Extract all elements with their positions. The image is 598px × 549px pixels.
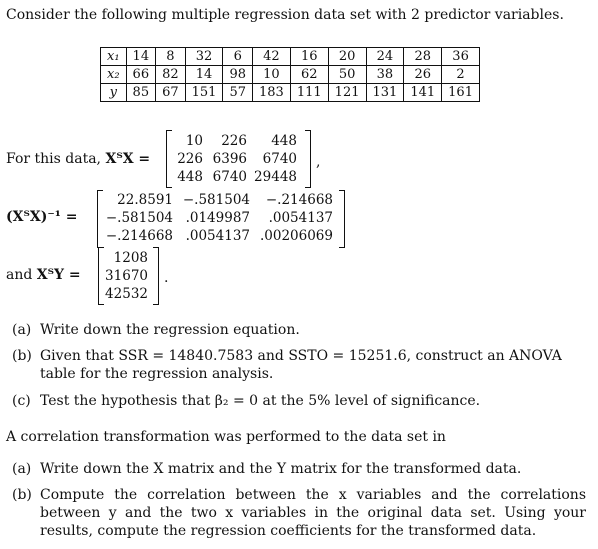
matrix-cell: 1208 — [113, 250, 148, 266]
table-row — [101, 66, 480, 84]
xtx-inv-label-math: (XᵀX)⁻¹ = — [6, 209, 78, 225]
matrix-cell: 29448 — [254, 169, 297, 185]
intro-text: Consider the following multiple regression data set with 2 predictor variables. — [6, 7, 564, 23]
row-label: x₂ — [101, 66, 127, 84]
part1-b-text: Given that SSR = 14840.7583 and SSTO = 15251.6, construct an ANOVA table for the regression analysis. — [40, 348, 562, 382]
xty-right-bracket — [153, 247, 159, 305]
part1-b-letter: (b) — [12, 348, 32, 364]
part2-b-text: Compute the correlation between the x variables and the correlations between y and the two x variables in the original data set. Using your results, compute the regression coefficients for the transformed data. — [40, 487, 586, 539]
table-cell: 32 — [185, 48, 223, 66]
part1-c-letter: (c) — [12, 393, 31, 409]
xty-label-math: XᵀY = — [36, 267, 81, 283]
table-cell: 50 — [328, 66, 366, 84]
matrix-cell: 10 — [185, 133, 203, 149]
xtx-inv-right-bracket — [339, 190, 345, 248]
table-cell: 38 — [366, 66, 404, 84]
xtx-right-bracket — [305, 130, 311, 188]
part1-c-text: Test the hypothesis that β₂ = 0 at the 5% level of significance. — [40, 393, 481, 409]
matrix-cell: .0149987 — [185, 210, 250, 226]
matrix-cell: 31670 — [105, 268, 148, 284]
matrix-cell: 226 — [177, 151, 203, 167]
matrix-cell: .00206069 — [259, 228, 333, 244]
matrix-cell: 42532 — [105, 286, 148, 302]
matrix-cell: 6396 — [212, 151, 247, 167]
table-row — [101, 48, 480, 66]
table-cell: 161 — [442, 84, 480, 102]
matrix-cell: 226 — [221, 133, 247, 149]
table-cell: 62 — [290, 66, 328, 84]
table-cell: 85 — [126, 84, 156, 102]
xty-left-bracket — [98, 247, 104, 305]
table-cell: 20 — [328, 48, 366, 66]
table-cell: 10 — [253, 66, 291, 84]
row-label: y — [101, 84, 127, 102]
matrix-cell: −.581504 — [182, 192, 250, 208]
table-cell: 28 — [404, 48, 442, 66]
table-cell: 111 — [290, 84, 328, 102]
part2-a-text: Write down the X matrix and the Y matrix for the transformed data. — [40, 461, 522, 477]
xty-suffix: . — [164, 270, 169, 286]
table-row — [101, 84, 480, 102]
table-cell: 131 — [366, 84, 404, 102]
row-label: x₁ — [101, 48, 127, 66]
matrix-cell: −.214668 — [105, 228, 173, 244]
xtx-label-prefix: For this data, — [6, 151, 106, 167]
matrix-cell: .0054137 — [268, 210, 333, 226]
xtx-inv-label — [6, 208, 77, 226]
xty-label-prefix: and — [6, 267, 37, 283]
table-cell: 141 — [404, 84, 442, 102]
part1-a-letter: (a) — [12, 322, 32, 338]
table-cell: 67 — [156, 84, 186, 102]
table-cell: 14 — [185, 66, 223, 84]
matrix-cell: −.214668 — [265, 192, 333, 208]
xtx-label — [6, 150, 150, 168]
xty-label — [6, 266, 81, 284]
table-cell: 151 — [185, 84, 223, 102]
xtx-suffix: , — [316, 154, 321, 170]
matrix-cell: 6740 — [262, 151, 297, 167]
matrix-cell: 448 — [177, 169, 203, 185]
matrix-cell: −.581504 — [105, 210, 173, 226]
table-cell: 42 — [253, 48, 291, 66]
table-cell: 82 — [156, 66, 186, 84]
xtx-label-math: XᵀX = — [105, 151, 151, 167]
table-cell: 24 — [366, 48, 404, 66]
table-cell: 6 — [223, 48, 253, 66]
part2-a-letter: (a) — [12, 461, 32, 477]
matrix-cell: .0054137 — [185, 228, 250, 244]
table-cell: 183 — [253, 84, 291, 102]
table-cell: 66 — [126, 66, 156, 84]
table-cell: 36 — [442, 48, 480, 66]
table-cell: 98 — [223, 66, 253, 84]
table-cell: 121 — [328, 84, 366, 102]
table-cell: 14 — [126, 48, 156, 66]
data-table — [100, 47, 480, 102]
part1-a-text: Write down the regression equation. — [40, 322, 300, 338]
table-cell: 57 — [223, 84, 253, 102]
xtx-left-bracket — [166, 130, 172, 188]
matrix-cell: 22.8591 — [117, 192, 173, 208]
table-cell: 26 — [404, 66, 442, 84]
xtx-inv-left-bracket — [97, 190, 103, 248]
transform-intro: A correlation transformation was performed to the data set in — [6, 429, 446, 445]
matrix-cell: 6740 — [212, 169, 247, 185]
part2-b-letter: (b) — [12, 487, 32, 503]
table-cell: 16 — [290, 48, 328, 66]
table-cell: 8 — [156, 48, 186, 66]
matrix-cell: 448 — [271, 133, 297, 149]
table-cell: 2 — [442, 66, 480, 84]
